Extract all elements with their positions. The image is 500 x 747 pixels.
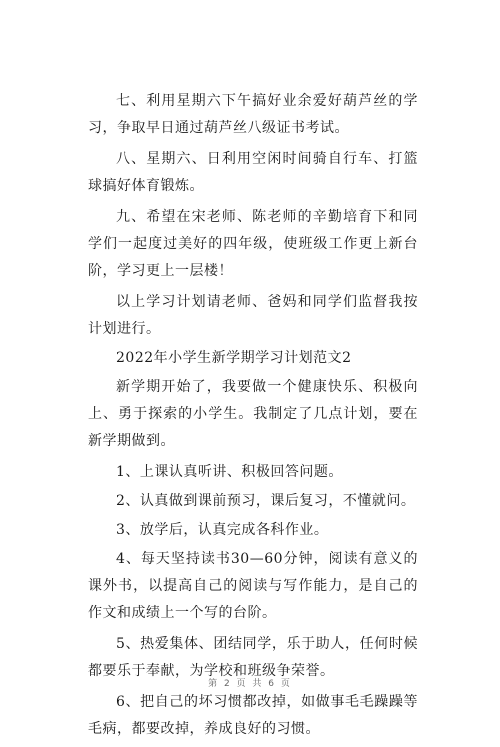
section-heading: 2022年小学生新学期学习计划范文2 <box>116 350 352 366</box>
plan-item-1: 1、上课认真听讲、积极回答问题。 <box>116 464 343 480</box>
document-body <box>88 88 418 747</box>
paragraph-item-7: 七、利用星期六下午搞好业余爱好葫芦丝的学习，争取早日通过葫芦丝八级证书考试。 <box>88 93 418 136</box>
page-footer: 第 2 页 共 6 页 <box>208 679 292 689</box>
paragraph-closing: 以上学习计划请老师、爸妈和同学们监督我按计划进行。 <box>88 294 418 337</box>
plan-item-6: 6、把自己的坏习惯都改掉，如做事毛毛躁躁等毛病，都要改掉，养成良好的习惯。 <box>88 694 418 737</box>
paragraph-intro: 新学期开始了，我要做一个健康快乐、积极向上、勇于探索的小学生。我制定了几点计划，要在新学期做到。 <box>88 379 418 449</box>
plan-item-4: 4、每天坚持读书30—60分钟，阅读有意义的课外书，以提高自己的阅读与写作能力，是自己的作文和成绩上一个写的台阶。 <box>88 551 418 621</box>
plan-item-3: 3、放学后，认真完成各科作业。 <box>116 522 329 538</box>
plan-item-2: 2、认真做到课前预习，课后复习，不懂就问。 <box>116 493 416 509</box>
paragraph-item-8: 八、星期六、日利用空闲时间骑自行车、打篮球搞好体育锻炼。 <box>88 151 418 194</box>
plan-item-5: 5、热爱集体、团结同学，乐于助人，任何时候都要乐于奉献，为学校和班级争荣誉。 <box>88 636 418 679</box>
paragraph-item-9: 九、希望在宋老师、陈老师的辛勤培育下和同学们一起度过美好的四年级，使班级工作更上新台阶，学习更上一层楼！ <box>88 209 418 279</box>
